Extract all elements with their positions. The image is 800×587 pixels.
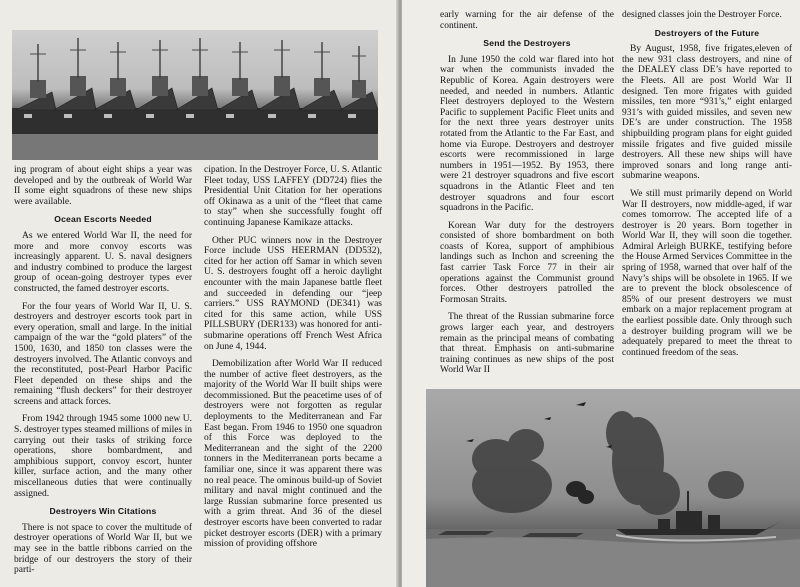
left-column-1 xyxy=(14,165,192,583)
right-column-2 xyxy=(622,10,792,365)
section-heading-destroyers-of-the-future: Destroyers of the Future xyxy=(654,27,760,38)
paragraph: For the four years of World War II, U. S. destroyers and destroyer escorts took part in every operation, small and large. In the initial campaign of the war the “gold platers” of the 1500, 1630, and 1850 ton classes were the destroyers involved. The Atlantic convoys and the reconstituted, post-Pearl Harbor Pacific Fleet depended on these ships and the remaining “flush deckers” for their destroyer screens and attack forces. xyxy=(14,301,192,407)
destroyer-under-air-attack-photo xyxy=(426,389,800,587)
left-page xyxy=(0,0,398,587)
paragraph: We still must primarily depend on World War II destroyers, now middle-aged, if war comes tomorrow. The accepted life of a destroyer is 20 years. Born together in World War II, they will soon die together. Admiral Arleigh BURKE, testifying before the House Armed Services Committee in the spring of 1958, warned that over half of the Navy’s ships will be obsolete in 1965. If we are to prevent the block obsolescence of 85% of our present destroyers we must embark on a major replacement program at the earliest possible date. Only through such a destroyer building program will we be adequately prepared to meet the threat to continued freedom of the seas. xyxy=(622,188,792,358)
paragraph: By August, 1958, five frigates,eleven of the new 931 class destroyers, and nine of the DEALEY class DE’s have reported to the Fleets. All are post World War II designed. Ten more frigates with guided missiles, ten more “931’s,” eight enlarged 931’s with guided missiles, and seven new DE’s are under construction. The 1958 shipbuilding program plans for eight guided missile frigates and five guided missile destroyers. All these new ships will have improved sonars and long range anti-submarine weapons. xyxy=(622,44,792,182)
paragraph: As we entered World War II, the need for more and more convoy escorts was increasingly apparent. U. S. naval designers and industry combined to produce the largest group of ocean-going destroyer types ever constructed, the famed destroyer escorts. xyxy=(14,230,192,294)
paragraph: In June 1950 the cold war flared into hot war when the communists invaded the Republic of Korea. Again destroyers were needed, and needed in numbers. Atlantic Fleet destroyers deployed to the Western Pacific to supplement Pacific Fleet units and for the next three years destroyer units rotated from the Atlantic to the Far East, and home via Europe. Destroyers and destroyer escorts were recommissioned in large numbers in 1951—1952. By 1953, there were 21 destroyer squadrons and five escort squadrons in the Atlantic Fleet and ten destroyer squadrons and four escort squadrons in the Pacific. xyxy=(440,54,614,214)
section-heading-ocean-escorts: Ocean Escorts Needed xyxy=(54,214,152,225)
paragraph: Demobilization after World War II reduced the number of active fleet destroyers, as the majority of the World War II built ships were decommissioned. But the peacetime uses of of destroyers were not forgotten as regular deployments to the Mediterranean and Far East began. From 1946 to 1950 one squadron of this Force was deployed to the Mediterranean and the sight of the 2200 tonners in the Mediterranean ports became a familiar one, since it was apparent there was no real peace. The ominous build-up of Soviet military and naval might continued and the large Russian submarine force presented us with a grim threat. And 36 of the diesel destroyer escorts have been converted to radar picket destroyer escorts (DER) with a primary mission of providing offshore xyxy=(204,359,382,550)
section-heading-destroyers-win-citations: Destroyers Win Citations xyxy=(49,506,157,517)
right-column-1 xyxy=(440,10,614,383)
paragraph: The threat of the Russian submarine force grows larger each year, and destroyers remain as the principal means of combating that threat. Emphasis on anti-submarine training continues as new ships of the post World War II xyxy=(440,312,614,376)
paragraph: designed classes join the Destroyer Force. xyxy=(622,10,782,20)
left-column-2 xyxy=(204,165,382,557)
right-page xyxy=(402,0,800,587)
destroyers-at-pier-photo xyxy=(12,30,378,160)
paragraph: early warning for the air defense of the continent. xyxy=(440,10,614,31)
paragraph: Other PUC winners now in the Destroyer Force include USS HEERMAN (DD532), cited for her action off Samar in which seven U. S. destroyers fought off a heroic daylight encounter with the main Japanese battle fleet and succeeded in defending our “jeep carriers.” USS RAYMOND (DE341) was cited for this same action, while USS PILLSBURY (DER133) was honored for anti-submarine operations off French West Africa on June 4, 1944. xyxy=(204,235,382,352)
paragraph: There is not space to cover the multitude of destroyer operations of World War II, but we may see in the battle ribbons carried on the bridge of our destroyers the story of their parti- xyxy=(14,522,192,576)
paragraph: cipation. In the Destroyer Force, U. S. Atlantic Fleet today, USS LAFFEY (DD724) flies the Presidential Unit Citation for her operations off Okinawa as a unit of the “fleet that came to stay” when she successfully fought off continuing Japanese Kamikaze attacks. xyxy=(204,165,382,228)
paragraph: ing program of about eight ships a year was developed and by the outbreak of World War II some eight squadrons of these new ships were available. xyxy=(14,165,192,207)
section-heading-send-the-destroyers: Send the Destroyers xyxy=(483,38,571,49)
paragraph: Korean War duty for the destroyers consisted of shore bombardment on both coasts of Korea, support of amphibious landings such as Inchon and screening the fast carrier Task Force 77 in their air operations against the Communist ground forces. Other destroyers patrolled the Formosan Straits. xyxy=(440,220,614,305)
paragraph: From 1942 through 1945 some 1000 new U. S. destroyer types steamed millions of miles in carrying out their tasks of striking force operations, shore bombardment, and amphibious support, convoy escort, hunter killer, surface action, and the many other miscellaneous duties that were continually assigned. xyxy=(14,414,192,499)
